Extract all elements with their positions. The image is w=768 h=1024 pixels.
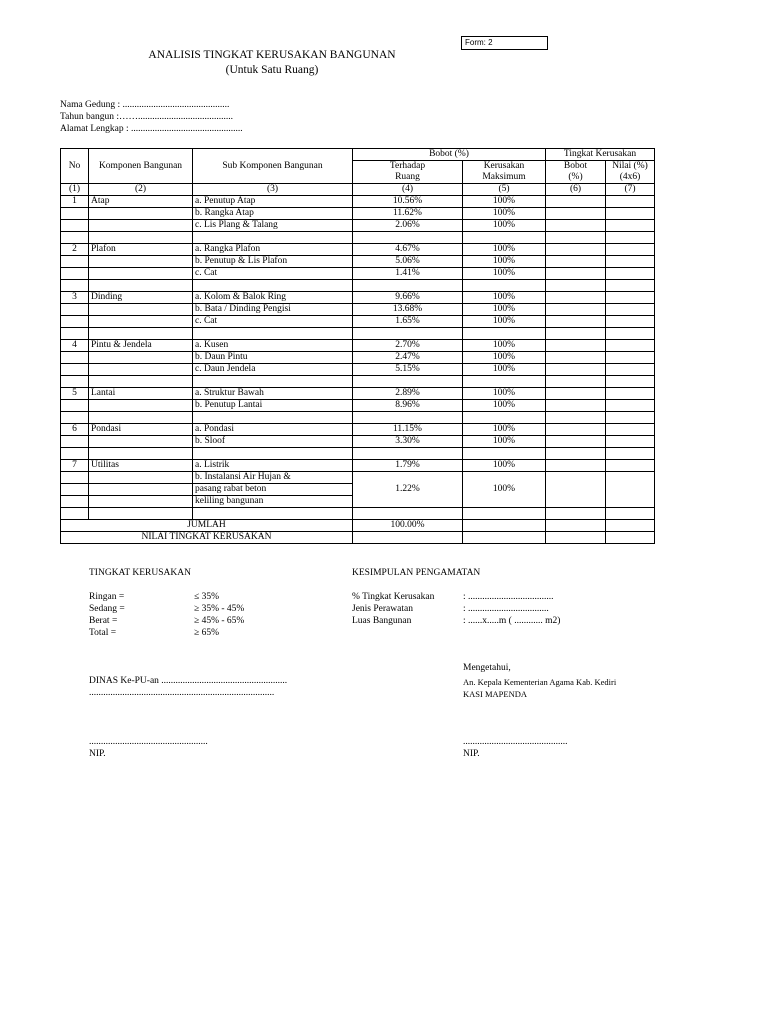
bobot-ruang: 5.06% [353,256,463,268]
spacer-cell [193,328,353,340]
nilai-empty [606,532,655,544]
tingkat-nilai-cell [606,244,655,256]
col-number: (3) [193,184,353,196]
numbering-row [61,184,655,196]
group-number [61,400,89,412]
kerusakan-maksimum: 100% [463,268,546,280]
tingkat-label: Sedang = [89,604,125,614]
kerusakan-maksimum: 100% [463,340,546,352]
group-number: 2 [61,244,89,256]
spacer-cell [193,412,353,424]
spacer-cell [61,448,89,460]
spacer-cell [463,328,546,340]
spacer-cell [353,280,463,292]
spacer-cell [89,508,193,520]
sub-component: a. Listrik [193,460,353,472]
group-number: 5 [61,388,89,400]
spacer-row [61,376,655,388]
tingkat-value: ≤ 35% [194,592,220,602]
tingkat-bobot-cell [546,220,606,232]
sub-component: b. Bata / Dinding Pengisi [193,304,353,316]
header-maksimum: Maksimum [463,172,546,184]
document-title: ANALISIS TINGKAT KERUSAKAN BANGUNAN [148,49,396,61]
component-name: Plafon [89,244,193,256]
spacer-cell [463,508,546,520]
tingkat-nilai-cell [606,340,655,352]
tingkat-nilai-cell [606,436,655,448]
spacer-cell [463,448,546,460]
info-tahun-bangun: Tahun bangun :……........................................ [60,112,233,122]
jumlah-empty [606,520,655,532]
component-name [89,268,193,280]
component-name [89,496,193,508]
tingkat-nilai-cell [606,352,655,364]
component-name [89,484,193,496]
bobot-ruang: 2.06% [353,220,463,232]
tingkat-bobot-cell [546,244,606,256]
tingkat-nilai-cell [606,196,655,208]
spacer-cell [61,508,89,520]
jumlah-empty [546,520,606,532]
sub-component: b. Penutup & Lis Plafon [193,256,353,268]
dinas-pu-dots: .............................................................................. [89,688,275,698]
spacer-cell [193,508,353,520]
table-row [61,220,655,232]
info-nama-gedung: Nama Gedung : ............................................. [60,100,230,110]
group-number [61,496,89,508]
kesimpulan-value: : ......x.....m ( ............ m2) [463,616,561,626]
tingkat-nilai-cell [606,388,655,400]
damage-analysis-table [60,148,655,544]
component-name [89,352,193,364]
tingkat-nilai-cell [606,208,655,220]
table-row [61,340,655,352]
spacer-cell [353,328,463,340]
group-number [61,268,89,280]
tingkat-nilai-cell [606,304,655,316]
tingkat-nilai-cell [606,220,655,232]
spacer-cell [546,232,606,244]
sub-component: a. Rangka Plafon [193,244,353,256]
spacer-row [61,412,655,424]
sub-component: b. Daun Pintu [193,352,353,364]
spacer-cell [606,376,655,388]
group-number [61,472,89,484]
spacer-cell [606,280,655,292]
nilai-tingkat-label: NILAI TINGKAT KERUSAKAN [61,532,353,544]
component-name: Lantai [89,388,193,400]
form-number-box: Form: 2 [461,36,548,50]
right-signature-line: ............................................ [463,737,568,747]
tingkat-bobot-cell [546,424,606,436]
spacer-cell [606,232,655,244]
tingkat-bobot-cell [546,304,606,316]
header-bobot-group: Bobot (%) [353,149,546,161]
group-number [61,208,89,220]
sub-component: b. Sloof [193,436,353,448]
bobot-ruang: 1.41% [353,268,463,280]
component-name [89,364,193,376]
tingkat-nilai-cell [606,364,655,376]
kerusakan-maksimum: 100% [463,244,546,256]
spacer-cell [61,232,89,244]
group-number [61,316,89,328]
kesimpulan-label: % Tingkat Kerusakan [352,592,435,602]
sub-component: a. Penutup Atap [193,196,353,208]
spacer-cell [546,376,606,388]
kerusakan-maksimum: 100% [463,292,546,304]
spacer-cell [546,412,606,424]
bobot-ruang: 2.89% [353,388,463,400]
kasi-mapenda-label: KASI MAPENDA [463,689,527,699]
kesimpulan-heading: KESIMPULAN PENGAMATAN [352,568,481,578]
bobot-ruang: 10.56% [353,196,463,208]
component-name [89,304,193,316]
kerusakan-maksimum: 100% [463,400,546,412]
kerusakan-maksimum: 100% [463,364,546,376]
sub-component: keliling bangunan [193,496,353,508]
col-number: (5) [463,184,546,196]
table-row [61,460,655,472]
tingkat-bobot-cell [546,340,606,352]
tingkat-bobot-cell [546,316,606,328]
kesimpulan-label: Luas Bangunan [352,616,412,626]
kerusakan-maksimum: 100% [463,436,546,448]
spacer-cell [89,232,193,244]
spacer-row [61,508,655,520]
table-row [61,268,655,280]
tingkat-bobot-cell [546,472,606,508]
nilai-empty [463,532,546,544]
spacer-cell [606,508,655,520]
nilai-empty [353,532,463,544]
bobot-ruang: 2.70% [353,340,463,352]
header-bobot-pct-unit: (%) [546,172,606,184]
table-row [61,196,655,208]
spacer-cell [463,412,546,424]
left-nip: NIP. [89,749,106,759]
table-row [61,316,655,328]
group-number [61,436,89,448]
spacer-cell [353,508,463,520]
group-number: 1 [61,196,89,208]
spacer-row [61,328,655,340]
header-tingkat-group: Tingkat Kerusakan [546,149,655,161]
bobot-ruang: 1.79% [353,460,463,472]
component-name [89,472,193,484]
tingkat-bobot-cell [546,352,606,364]
component-name: Pintu & Jendela [89,340,193,352]
spacer-cell [193,376,353,388]
bobot-ruang: 5.15% [353,364,463,376]
header-bobot-pct: Bobot [546,161,606,173]
spacer-row [61,448,655,460]
kepala-kemenag-label: An. Kepala Kementerian Agama Kab. Kediri [463,677,617,687]
kerusakan-maksimum: 100% [463,388,546,400]
table-row [61,256,655,268]
spacer-row [61,232,655,244]
table-row [61,400,655,412]
kesimpulan-value: : .................................. [463,604,549,614]
spacer-cell [606,328,655,340]
tingkat-value: ≥ 35% - 45% [194,604,245,614]
bobot-ruang: 9.66% [353,292,463,304]
group-number: 7 [61,460,89,472]
table-row [61,364,655,376]
tingkat-bobot-cell [546,256,606,268]
kerusakan-maksimum: 100% [463,472,546,508]
nilai-tingkat-row [61,532,655,544]
kesimpulan-value: : .................................... [463,592,554,602]
spacer-cell [89,280,193,292]
group-number: 4 [61,340,89,352]
spacer-cell [463,232,546,244]
sub-component: pasang rabat beton [193,484,353,496]
jumlah-label: JUMLAH [61,520,353,532]
spacer-cell [89,376,193,388]
spacer-cell [353,448,463,460]
tingkat-bobot-cell [546,388,606,400]
tingkat-label: Ringan = [89,592,125,602]
jumlah-row [61,520,655,532]
spacer-cell [353,376,463,388]
jumlah-empty [463,520,546,532]
header-nilai: Nilai (%) [606,161,655,173]
kerusakan-maksimum: 100% [463,460,546,472]
kerusakan-maksimum: 100% [463,220,546,232]
sub-component: c. Cat [193,268,353,280]
sub-component: a. Pondasi [193,424,353,436]
table-row [61,424,655,436]
tingkat-bobot-cell [546,436,606,448]
component-name [89,220,193,232]
document-subtitle: (Untuk Satu Ruang) [225,64,319,76]
group-number [61,484,89,496]
group-number: 3 [61,292,89,304]
tingkat-nilai-cell [606,400,655,412]
table-row [61,244,655,256]
tingkat-bobot-cell [546,208,606,220]
tingkat-nilai-cell [606,256,655,268]
component-name [89,208,193,220]
tingkat-bobot-cell [546,400,606,412]
tingkat-bobot-cell [546,460,606,472]
tingkat-bobot-cell [546,292,606,304]
spacer-cell [193,232,353,244]
header-sub-komponen: Sub Komponen Bangunan [193,149,353,184]
spacer-cell [546,448,606,460]
group-number [61,304,89,316]
sub-component: b. Rangka Atap [193,208,353,220]
table-row [61,208,655,220]
dinas-pu-line: DINAS Ke-PU-an ..................................................... [89,676,288,686]
tingkat-value: ≥ 45% - 65% [194,616,245,626]
sub-component: a. Kolom & Balok Ring [193,292,353,304]
component-name: Utilitas [89,460,193,472]
tingkat-nilai-cell [606,472,655,508]
spacer-cell [89,412,193,424]
component-name [89,256,193,268]
table-row [61,472,655,484]
tingkat-nilai-cell [606,316,655,328]
spacer-cell [546,328,606,340]
tingkat-nilai-cell [606,292,655,304]
nilai-empty [546,532,606,544]
component-name: Pondasi [89,424,193,436]
col-number: (1) [61,184,89,196]
header-ruang: Ruang [353,172,463,184]
tingkat-value: ≥ 65% [194,628,220,638]
kerusakan-maksimum: 100% [463,208,546,220]
header-komponen: Komponen Bangunan [89,149,193,184]
kerusakan-maksimum: 100% [463,352,546,364]
tingkat-label: Berat = [89,616,118,626]
table-row [61,304,655,316]
group-number [61,220,89,232]
spacer-cell [463,376,546,388]
spacer-cell [546,508,606,520]
kesimpulan-label: Jenis Perawatan [352,604,413,614]
sub-component: c. Cat [193,316,353,328]
tingkat-bobot-cell [546,364,606,376]
tingkat-heading: TINGKAT KERUSAKAN [89,568,191,578]
tingkat-bobot-cell [546,196,606,208]
spacer-row [61,280,655,292]
kerusakan-maksimum: 100% [463,196,546,208]
spacer-cell [193,280,353,292]
sub-component: a. Struktur Bawah [193,388,353,400]
bobot-ruang: 3.30% [353,436,463,448]
component-name [89,316,193,328]
bobot-ruang: 1.65% [353,316,463,328]
header-nilai-formula: (4x6) [606,172,655,184]
spacer-cell [61,328,89,340]
spacer-cell [89,328,193,340]
col-number: (6) [546,184,606,196]
spacer-cell [61,376,89,388]
spacer-cell [193,448,353,460]
header-row-1 [61,149,655,161]
bobot-ruang: 2.47% [353,352,463,364]
group-number [61,256,89,268]
sub-component: b. Instalansi Air Hujan & [193,472,353,484]
tingkat-nilai-cell [606,424,655,436]
spacer-cell [61,412,89,424]
sub-component: c. Lis Plang & Talang [193,220,353,232]
table-row [61,292,655,304]
table-row [61,388,655,400]
spacer-cell [606,448,655,460]
spacer-cell [353,412,463,424]
sub-component: a. Kusen [193,340,353,352]
table-row [61,352,655,364]
col-number: (7) [606,184,655,196]
header-no: No [61,149,89,184]
right-nip: NIP. [463,749,480,759]
group-number: 6 [61,424,89,436]
kerusakan-maksimum: 100% [463,316,546,328]
kerusakan-maksimum: 100% [463,424,546,436]
spacer-cell [353,232,463,244]
component-name: Atap [89,196,193,208]
bobot-ruang: 11.15% [353,424,463,436]
component-name: Dinding [89,292,193,304]
component-name [89,400,193,412]
bobot-ruang: 4.67% [353,244,463,256]
col-number: (2) [89,184,193,196]
table-row [61,436,655,448]
tingkat-nilai-cell [606,460,655,472]
bobot-ruang: 13.68% [353,304,463,316]
spacer-cell [606,412,655,424]
sub-component: c. Daun Jendela [193,364,353,376]
mengetahui-label: Mengetahui, [463,663,511,673]
spacer-cell [463,280,546,292]
kerusakan-maksimum: 100% [463,304,546,316]
spacer-cell [61,280,89,292]
bobot-ruang: 1.22% [353,472,463,508]
left-signature-line: .................................................. [89,737,208,747]
group-number [61,364,89,376]
kerusakan-maksimum: 100% [463,256,546,268]
col-number: (4) [353,184,463,196]
bobot-ruang: 8.96% [353,400,463,412]
tingkat-nilai-cell [606,268,655,280]
spacer-cell [546,280,606,292]
header-kerusakan: Kerusakan [463,161,546,173]
tingkat-label: Total = [89,628,117,638]
sub-component: b. Penutup Lantai [193,400,353,412]
jumlah-value: 100.00% [353,520,463,532]
group-number [61,352,89,364]
header-terhadap: Terhadap [353,161,463,173]
component-name [89,436,193,448]
spacer-cell [89,448,193,460]
info-alamat: Alamat Lengkap : ............................................... [60,124,243,134]
bobot-ruang: 11.62% [353,208,463,220]
tingkat-bobot-cell [546,268,606,280]
